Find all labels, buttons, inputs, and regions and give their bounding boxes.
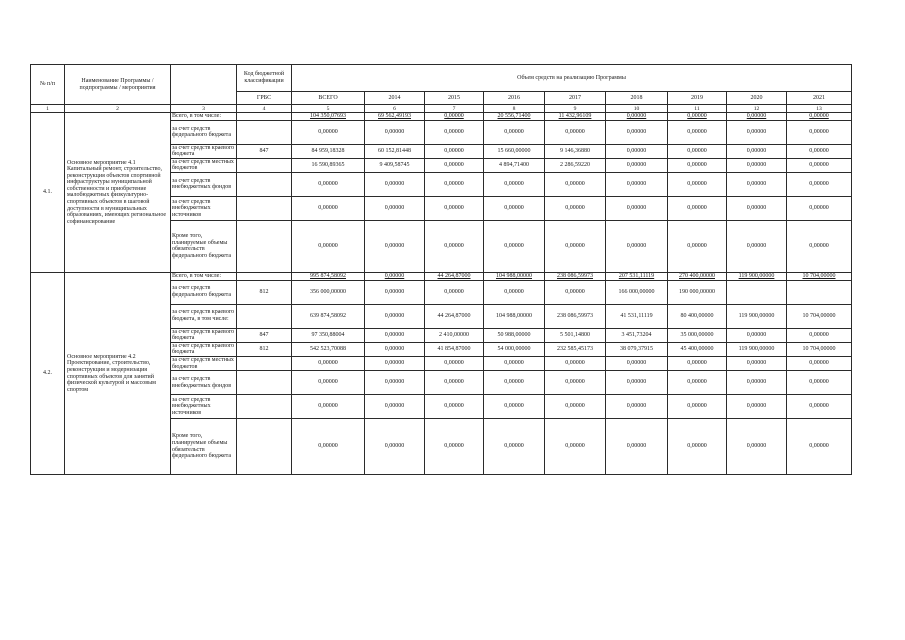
year-value: 0,00000 [365, 220, 425, 272]
year-value: 0,00000 [365, 371, 425, 395]
column-number: 5 [292, 105, 365, 113]
year-value: 0,00000 [787, 196, 852, 220]
year-value: 0,00000 [727, 220, 787, 272]
year-value: 0,00000 [606, 158, 668, 172]
total-value: 0,00000 [292, 196, 365, 220]
year-value: 0,00000 [484, 196, 545, 220]
year-value: 0,00000 [545, 356, 606, 370]
year-value: 0,00000 [668, 395, 727, 419]
year-value: 0,00000 [787, 356, 852, 370]
budget-table-body [31, 65, 852, 475]
year-value: 44 264,87000 [425, 304, 484, 328]
total-value: 97 350,88004 [292, 328, 365, 342]
funding-source: за счет средств местных бюджетов [171, 356, 237, 370]
funding-source: Всего, в том числе: [171, 272, 237, 280]
column-number: 7 [425, 105, 484, 113]
total-value: 0,00000 [292, 419, 365, 475]
year-value: 2 410,00000 [425, 328, 484, 342]
section-number: 4.2. [31, 272, 65, 474]
column-number: 3 [171, 105, 237, 113]
funding-source: за счет средств краевого бюджета [171, 144, 237, 158]
total-value: 0,00000 [292, 371, 365, 395]
year-value: 0,00000 [484, 419, 545, 475]
year-value: 0,00000 [545, 196, 606, 220]
year-value: 41 531,11119 [606, 304, 668, 328]
year-value: 38 079,37915 [606, 342, 668, 356]
year-value: 238 086,59973 [545, 272, 606, 280]
year-value: 238 086,59973 [545, 304, 606, 328]
year-value: 0,00000 [365, 196, 425, 220]
year-value: 0,00000 [668, 113, 727, 121]
section-number: 4.1. [31, 113, 65, 273]
column-number: 8 [484, 105, 545, 113]
column-number-row [31, 105, 852, 113]
year-value: 0,00000 [365, 272, 425, 280]
year-value: 0,00000 [545, 220, 606, 272]
year-value: 0,00000 [668, 144, 727, 158]
year-value: 0,00000 [668, 356, 727, 370]
num-header: № п/п [31, 65, 65, 105]
year-value: 5 501,14800 [545, 328, 606, 342]
year-value: 0,00000 [425, 158, 484, 172]
year-value: 119 900,00000 [727, 342, 787, 356]
year-value: 0,00000 [668, 172, 727, 196]
year-value: 0,00000 [787, 144, 852, 158]
year-value: 0,00000 [484, 280, 545, 304]
year-value: 0,00000 [787, 113, 852, 121]
total-value: 0,00000 [292, 220, 365, 272]
year-value: 4 894,71400 [484, 158, 545, 172]
year-value: 50 988,00000 [484, 328, 545, 342]
year-header: 2015 [425, 92, 484, 105]
year-value: 0,00000 [425, 196, 484, 220]
funding-source: за счет средств федерального бюджета [171, 280, 237, 304]
grbs-code [237, 419, 292, 475]
funding-source: Всего, в том числе: [171, 113, 237, 121]
year-value: 0,00000 [365, 304, 425, 328]
year-value: 0,00000 [484, 371, 545, 395]
year-value: 0,00000 [727, 371, 787, 395]
year-value: 0,00000 [545, 172, 606, 196]
column-number: 1 [31, 105, 65, 113]
year-value: 0,00000 [365, 419, 425, 475]
grbs-code [237, 113, 292, 121]
grbs-code [237, 172, 292, 196]
column-number: 4 [237, 105, 292, 113]
column-number: 12 [727, 105, 787, 113]
year-value: 0,00000 [727, 113, 787, 121]
year-value: 0,00000 [365, 356, 425, 370]
total-value: 0,00000 [292, 120, 365, 144]
year-value: 54 000,00000 [484, 342, 545, 356]
total-value: 16 590,89365 [292, 158, 365, 172]
header-row-1 [31, 65, 852, 92]
year-value: 207 531,11119 [606, 272, 668, 280]
grbs-header: ГРБС [237, 92, 292, 105]
year-value: 0,00000 [668, 371, 727, 395]
year-header: 2018 [606, 92, 668, 105]
year-value: 0,00000 [727, 172, 787, 196]
year-value: 0,00000 [545, 419, 606, 475]
year-value: 15 660,00000 [484, 144, 545, 158]
year-value: 0,00000 [668, 196, 727, 220]
year-value: 0,00000 [425, 395, 484, 419]
year-value: 0,00000 [484, 120, 545, 144]
year-value: 0,00000 [727, 120, 787, 144]
total-value: 84 959,18328 [292, 144, 365, 158]
funding-source: за счет средств внебюджетных источников [171, 196, 237, 220]
year-value: 11 432,96109 [545, 113, 606, 121]
year-value: 0,00000 [425, 220, 484, 272]
volume-header: Объем средств на реализацию Программы [292, 65, 852, 92]
grbs-code: 812 [237, 280, 292, 304]
grbs-code [237, 220, 292, 272]
year-value: 69 562,49193 [365, 113, 425, 121]
year-value: 119 900,00000 [727, 304, 787, 328]
year-value: 0,00000 [668, 158, 727, 172]
source-header [171, 65, 237, 105]
year-header: 2014 [365, 92, 425, 105]
year-value: 0,00000 [606, 120, 668, 144]
year-value: 0,00000 [365, 395, 425, 419]
section-name: Основное мероприятие 4.2 Проектирование, строительство, реконструкция и модернизация спортивных объектов для занятий физической культурой и массовым спортом [65, 272, 171, 474]
total-value: 0,00000 [292, 172, 365, 196]
grbs-code [237, 371, 292, 395]
funding-source: за счет средств федерального бюджета [171, 120, 237, 144]
total-value: 639 874,58092 [292, 304, 365, 328]
year-value: 0,00000 [727, 356, 787, 370]
grbs-code [237, 304, 292, 328]
funding-source: за счет средств внебюджетных фондов [171, 371, 237, 395]
year-value: 0,00000 [545, 371, 606, 395]
year-value: 9 146,36880 [545, 144, 606, 158]
year-value: 0,00000 [484, 220, 545, 272]
grbs-code [237, 395, 292, 419]
year-value: 0,00000 [606, 356, 668, 370]
grbs-code: 847 [237, 144, 292, 158]
year-value: 0,00000 [545, 120, 606, 144]
year-value: 0,00000 [425, 113, 484, 121]
table-row [31, 113, 852, 121]
year-value: 0,00000 [727, 328, 787, 342]
year-value: 80 400,00000 [668, 304, 727, 328]
year-value: 0,00000 [727, 395, 787, 419]
year-value: 3 451,73204 [606, 328, 668, 342]
year-value: 0,00000 [484, 395, 545, 419]
funding-source: за счет средств краевого бюджета [171, 328, 237, 342]
year-value: 2 286,59220 [545, 158, 606, 172]
funding-source: за счет средств краевого бюджета, в том числе: [171, 304, 237, 328]
grbs-code [237, 158, 292, 172]
year-value: 0,00000 [787, 328, 852, 342]
year-value: 20 556,71400 [484, 113, 545, 121]
year-value: 0,00000 [787, 172, 852, 196]
funding-source: Кроме того, планируемые объемы обязательств федерального бюджета [171, 419, 237, 475]
year-value: 0,00000 [787, 220, 852, 272]
year-value: 0,00000 [365, 120, 425, 144]
year-value: 10 704,00000 [787, 342, 852, 356]
year-value: 0,00000 [606, 113, 668, 121]
year-header: 2017 [545, 92, 606, 105]
grbs-code [237, 356, 292, 370]
year-value: 0,00000 [425, 356, 484, 370]
year-value: 60 152,81448 [365, 144, 425, 158]
grbs-code [237, 120, 292, 144]
year-value [727, 280, 787, 304]
total-value: 0,00000 [292, 356, 365, 370]
year-value: 0,00000 [606, 371, 668, 395]
grbs-code: 847 [237, 328, 292, 342]
column-number: 10 [606, 105, 668, 113]
year-value: 104 988,00000 [484, 304, 545, 328]
year-value: 0,00000 [484, 356, 545, 370]
year-value: 104 988,00000 [484, 272, 545, 280]
year-value: 0,00000 [365, 342, 425, 356]
year-value: 0,00000 [787, 120, 852, 144]
year-value: 0,00000 [787, 419, 852, 475]
year-header: 2021 [787, 92, 852, 105]
year-value: 35 000,00000 [668, 328, 727, 342]
year-value: 0,00000 [365, 280, 425, 304]
year-value: 0,00000 [425, 120, 484, 144]
year-value: 232 585,45173 [545, 342, 606, 356]
year-value: 0,00000 [787, 395, 852, 419]
total-value: 542 523,70088 [292, 342, 365, 356]
year-value: 0,00000 [365, 328, 425, 342]
year-value: 0,00000 [365, 172, 425, 196]
year-value: 9 409,58745 [365, 158, 425, 172]
year-value: 0,00000 [787, 158, 852, 172]
funding-source: Кроме того, планируемые объемы обязательств федерального бюджета [171, 220, 237, 272]
year-value: 190 000,00000 [668, 280, 727, 304]
total-value: 356 000,00000 [292, 280, 365, 304]
year-value: 10 704,00000 [787, 304, 852, 328]
year-value: 0,00000 [484, 172, 545, 196]
year-value: 0,00000 [606, 419, 668, 475]
year-value: 0,00000 [668, 220, 727, 272]
year-value: 0,00000 [425, 371, 484, 395]
year-value: 0,00000 [425, 172, 484, 196]
code-header: Код бюджетной классификации [237, 65, 292, 92]
year-value: 0,00000 [727, 144, 787, 158]
funding-source: за счет средств внебюджетных фондов [171, 172, 237, 196]
year-header: 2019 [668, 92, 727, 105]
year-value: 166 000,00000 [606, 280, 668, 304]
year-value: 0,00000 [425, 419, 484, 475]
year-value: 10 704,00000 [787, 272, 852, 280]
year-value: 41 854,87000 [425, 342, 484, 356]
column-number: 9 [545, 105, 606, 113]
year-value: 119 900,00000 [727, 272, 787, 280]
column-number: 2 [65, 105, 171, 113]
section-name: Основное мероприятие 4.1 Капитальный ремонт, строительство, реконструкция объектов спортивной инфраструктуры муниципальной собственности и приобретение малобюджетных физкультурно-спортивных объектов в шаговой доступности в муниципальных образованиях, имеющих региональное софинансирование [65, 113, 171, 273]
year-value: 270 400,00000 [668, 272, 727, 280]
budget-table [30, 64, 852, 475]
year-value: 44 264,87000 [425, 272, 484, 280]
name-header: Наименование Программы / подпрограммы / мероприятия [65, 65, 171, 105]
year-value: 0,00000 [606, 220, 668, 272]
column-number: 13 [787, 105, 852, 113]
grbs-code [237, 272, 292, 280]
year-value: 0,00000 [606, 196, 668, 220]
year-value: 0,00000 [425, 280, 484, 304]
column-number: 6 [365, 105, 425, 113]
grbs-code [237, 196, 292, 220]
year-value: 0,00000 [425, 144, 484, 158]
funding-source: за счет средств внебюджетных источников [171, 395, 237, 419]
funding-source: за счет средств местных бюджетов [171, 158, 237, 172]
year-value: 0,00000 [545, 395, 606, 419]
year-value: 0,00000 [787, 371, 852, 395]
table-row [31, 272, 852, 280]
year-value: 0,00000 [606, 172, 668, 196]
funding-source: за счет средств краевого бюджета [171, 342, 237, 356]
year-value: 0,00000 [606, 395, 668, 419]
grbs-code: 812 [237, 342, 292, 356]
year-value: 45 400,00000 [668, 342, 727, 356]
total-value: 104 350,07693 [292, 113, 365, 121]
year-value: 0,00000 [545, 280, 606, 304]
year-value: 0,00000 [668, 419, 727, 475]
year-value: 0,00000 [727, 419, 787, 475]
year-value [787, 280, 852, 304]
year-header: 2020 [727, 92, 787, 105]
year-header: 2016 [484, 92, 545, 105]
column-number: 11 [668, 105, 727, 113]
total-header: ВСЕГО [292, 92, 365, 105]
year-value: 0,00000 [727, 196, 787, 220]
year-value: 0,00000 [727, 158, 787, 172]
total-value: 0,00000 [292, 395, 365, 419]
total-value: 995 874,58092 [292, 272, 365, 280]
year-value: 0,00000 [668, 120, 727, 144]
year-value: 0,00000 [606, 144, 668, 158]
